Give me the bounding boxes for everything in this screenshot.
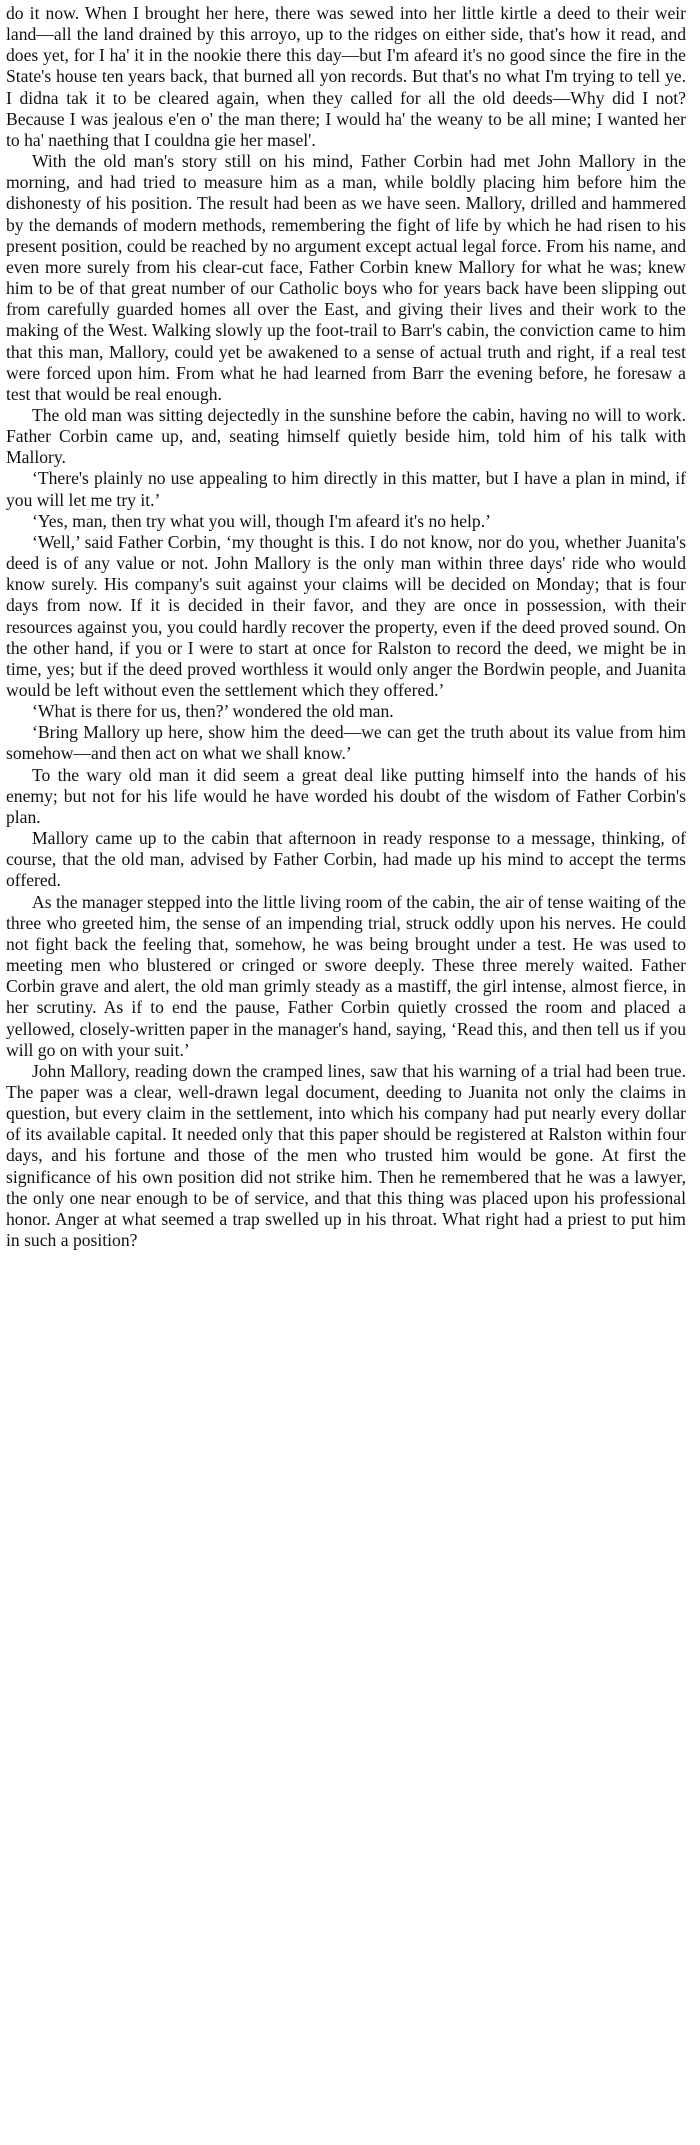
paragraph-10: Mallory came up to the cabin that afternoon in ready response to a message, thinking, of course, that the old man, advised by Father Corbin, had made up his mind to accept the terms offered. bbox=[6, 828, 686, 891]
paragraph-8-dialogue: ‘Bring Mallory up here, show him the deed—we can get the truth about its value from him somehow—and then act on what we shall know.’ bbox=[6, 722, 686, 764]
paragraph-11: As the manager stepped into the little living room of the cabin, the air of tense waiting of the three who greeted him, the sense of an impending trial, struck oddly upon his nerves. He could not fight back the feeling that, somehow, he was being brought under a test. He was used to meeting men who blustered or cringed or swore deeply. These three merely waited. Father Corbin grave and alert, the old man grimly steady as a mastiff, the girl intense, almost fierce, in her scrutiny. As if to end the pause, Father Corbin quietly crossed the room and placed a yellowed, closely-written paper in the manager's hand, saying, ‘Read this, and then tell us if you will go on with your suit.’ bbox=[6, 891, 686, 1060]
paragraph-12: John Mallory, reading down the cramped lines, saw that his warning of a trial had been true. The paper was a clear, well-drawn legal document, deeding to Juanita not only the claims in question, but every claim in the settlement, into which his company had put nearly every dollar of its available capital. It needed only that this paper should be registered at Ralston within four days, and his fortune and those of the men who trusted him would be gone. At first the significance of his own position did not strike him. Then he remembered that he was a lawyer, the only one near enough to be of service, and that this thing was placed upon his professional honor. Anger at what seemed a trap swelled up in his throat. What right had a priest to put him in such a position? bbox=[6, 1060, 686, 1251]
paragraph-6-dialogue: ‘Well,’ said Father Corbin, ‘my thought is this. I do not know, nor do you, whether Juanita's deed is of any value or not. John Mallory is the only man within three days' ride who would know surely. His company's suit against your claims will be decided on Monday; that is four days from now. If it is decided in their favor, and they are once in possession, with their resources against you, you could hardly recover the property, even if the deed proved sound. On the other hand, if you or I were to start at once for Ralston to record the deed, we might be in time, yes; but if the deed proved worthless it would only anger the Bordwin people, and Juanita would be left without even the settlement which they offered.’ bbox=[6, 531, 686, 700]
paragraph-3: The old man was sitting dejectedly in the sunshine before the cabin, having no will to work. Father Corbin came up, and, seating himself quietly beside him, told him of his talk with Mallory. bbox=[6, 404, 686, 468]
paragraph-2: With the old man's story still on his mind, Father Corbin had met John Mallory in the morning, and had tried to measure him as a man, while boldly placing him before him the dishonesty of his position. The result had been as we have seen. Mallory, drilled and hammered by the demands of modern methods, remembering the fight of life by which he had risen to his present position, could be reached by no argument except actual legal force. From his name, and even more surely from his clear-cut face, Father Corbin knew Mallory for what he was; knew him to be of that great number of our Catholic boys who for years back have been slipping out from carefully guarded homes all over the East, and giving their lives and their work to the making of the West. Walking slowly up the foot-trail to Barr's cabin, the conviction came to him that this man, Mallory, could yet be awakened to a sense of actual truth and right, if a real test were forced upon him. From what he had learned from Barr the evening before, he foresaw a test that would be real enough. bbox=[6, 151, 686, 404]
paragraph-5-dialogue: ‘Yes, man, then try what you will, though I'm afeard it's no help.’ bbox=[32, 510, 491, 531]
paragraph-4-dialogue: ‘There's plainly no use appealing to him directly in this matter, but I have a plan in mind, if you will let me try it.’ bbox=[6, 468, 686, 510]
paragraph-9: To the wary old man it did seem a great deal like putting himself into the hands of his enemy; but not for his life would he have worded his doubt of the wisdom of Father Corbin's plan. bbox=[6, 764, 686, 827]
paragraph-1: do it now. When I brought her here, there was sewed into her little kirtle a deed to their weir land—all the land drained by this arroyo, up to the ridges on either side, that's how it read, and does yet, for I ha' it in the nookie there this day—but I'm afeard it's no good since the fire in the State's house ten years back, that burned all yon records. But that's no what I'm trying to tell ye. I didna tak it to be cleared again, when they called for all the old deeds—Why did I not? Because I was jealous e'en o' the man there; I would ha' the weany to be all mine; I wanted her to ha' naething that I couldna gie her masel'. bbox=[6, 3, 686, 150]
paragraph-7-dialogue: ‘What is there for us, then?’ wondered the old man. bbox=[32, 701, 394, 722]
